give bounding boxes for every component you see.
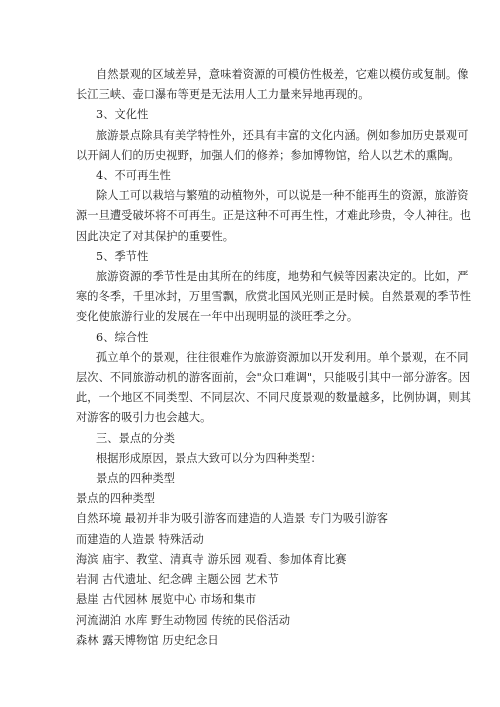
section-heading: 6、综合性 — [96, 331, 149, 344]
table-row: 河流湖泊 水库 野生动物园 传统的民俗活动 — [76, 614, 291, 627]
paragraph-line: 源一旦遭受破坏将不可再生。正是这种不可再生性，才难此珍贵，令人神往。也 — [76, 209, 472, 222]
table-row: 岩洞 古代遗址、纪念碑 主题公园 艺术节 — [76, 573, 279, 586]
section-heading: 三、景点的分类 — [96, 432, 176, 445]
table-caption: 景点的四种类型 — [96, 472, 176, 485]
section-heading: 5、季节性 — [96, 250, 149, 263]
paragraph-line: 旅游资源的季节性是由其所在的纬度，地势和气候等因素决定的。比如，严 — [96, 270, 469, 283]
paragraph-line: 因此决定了对其保护的重要性。 — [76, 230, 235, 243]
paragraph-line: 对游客的吸引力也会越大。 — [76, 411, 212, 424]
table-row: 自然环境 最初并非为吸引游客而建造的人造景 专门为吸引游客 — [76, 512, 389, 525]
paragraph-line: 层次、不同旅游动机的游客面前，会"众口难调"，只能吸引其中一部分游客。因 — [76, 371, 471, 384]
table-row: 森林 露天博物馆 历史纪念日 — [76, 634, 219, 647]
paragraph-line: 除人工可以栽培与繁殖的动植物外，可以说是一种不能再生的资源，旅游资 — [96, 189, 469, 202]
paragraph-line: 根据形成原因，景点大致可以分为四种类型： — [96, 452, 322, 465]
paragraph-line: 旅游景点除具有美学特性外，还具有丰富的文化内涵。例如参加历史景观可 — [96, 129, 469, 142]
section-heading: 3、文化性 — [96, 108, 149, 121]
paragraph-line: 变化使旅游行业的发展在一年中出现明显的淡旺季之分。 — [76, 310, 359, 323]
paragraph-line: 孤立单个的景观，往往很难作为旅游资源加以开发利用。单个景观，在不同 — [96, 351, 469, 364]
table-row: 海滨 庙宇、教堂、清真寺 游乐园 观看、参加体育比赛 — [76, 553, 347, 566]
paragraph-line: 寒的冬季，千里冰封，万里雪飘，欣赏北国风光则正是时候。自然景观的季节性 — [76, 290, 472, 303]
section-heading: 4、不可再生性 — [96, 169, 171, 182]
table-row: 而建造的人造景 特殊活动 — [76, 533, 204, 546]
paragraph-line: 自然景观的区域差异，意味着资源的可模仿性极差，它难以模仿或复制。像 — [96, 68, 469, 81]
paragraph-line: 此，一个地区不同类型、不同层次、不同尺度景观的数量越多，比例协调，则其 — [76, 391, 472, 404]
paragraph-line: 以开阔人们的历史视野，加强人们的修养；参加博物馆，给人以艺术的熏陶。 — [76, 149, 460, 162]
paragraph-line: 长江三峡、壶口瀑布等更是无法用人工力量来异地再现的。 — [76, 88, 370, 101]
table-row: 悬崖 古代园林 展览中心 市场和集市 — [76, 593, 257, 606]
table-title: 景点的四种类型 — [76, 492, 156, 505]
